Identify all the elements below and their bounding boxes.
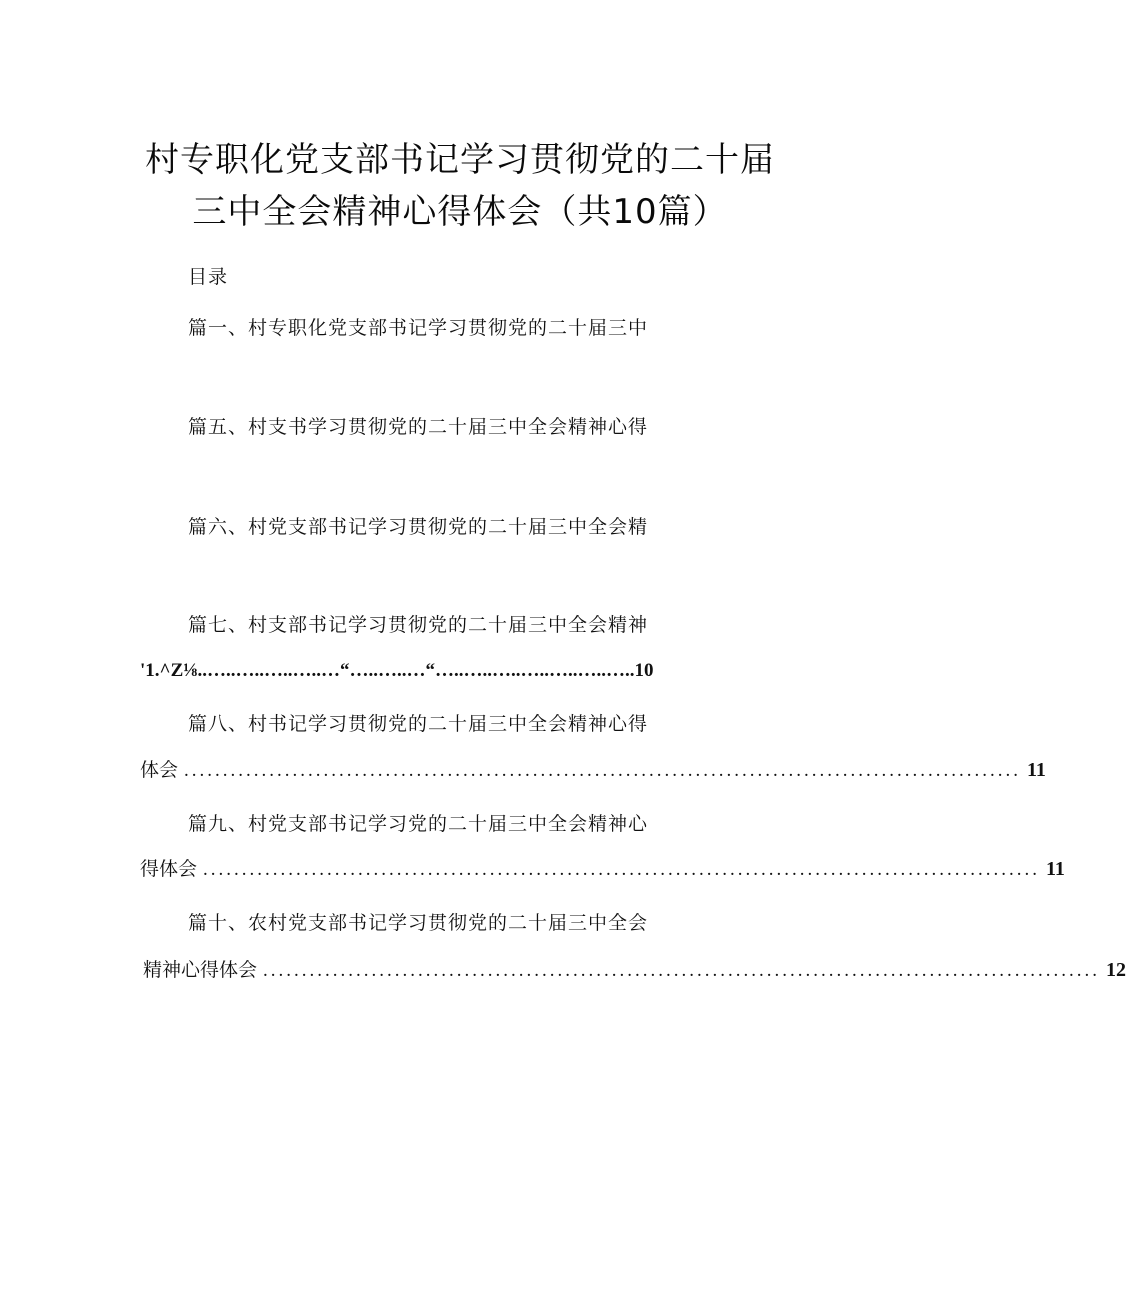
toc-item-10-page-number: 12 <box>1106 959 1126 981</box>
toc-item-9[interactable]: 篇九、村党支部书记学习党的二十届三中全会精神心 <box>188 813 649 835</box>
toc-item-9-page-number: 11 <box>1046 858 1065 880</box>
toc-heading: 目录 <box>188 266 229 288</box>
toc-item-8-leader[interactable] <box>140 756 1046 782</box>
toc-item-8-continuation: 体会 <box>140 759 179 781</box>
toc-item-9-leader[interactable] <box>140 855 1065 881</box>
document-title-line-2: 三中全会精神心得体会（共10篇） <box>192 192 728 232</box>
document-title-line-1: 村专职化党支部书记学习贯彻党的二十届 <box>145 140 775 180</box>
dot-leader: ............................................................................................................ <box>203 859 1041 880</box>
toc-item-1[interactable]: 篇一、村专职化党支部书记学习贯彻党的二十届三中 <box>188 317 649 339</box>
toc-item-8[interactable]: 篇八、村书记学习贯彻党的二十届三中全会精神心得 <box>188 713 649 735</box>
toc-item-10[interactable]: 篇十、农村党支部书记学习贯彻党的二十届三中全会 <box>188 912 649 934</box>
dot-leader: ............................................................................................................ <box>184 760 1022 781</box>
dot-leader: ............................................................................................................ <box>263 960 1101 981</box>
toc-item-7-leader-line: '1.^Z⅛..…..…..…..…..…“…..…..…“…..…..…..…..…..…..…..10 <box>140 660 654 681</box>
toc-item-9-continuation: 得体会 <box>140 858 198 880</box>
toc-item-5[interactable]: 篇五、村支书学习贯彻党的二十届三中全会精神心得 <box>188 416 649 438</box>
toc-item-10-continuation: 精神心得体会 <box>143 959 258 981</box>
toc-item-6[interactable]: 篇六、村党支部书记学习贯彻党的二十届三中全会精 <box>188 516 649 538</box>
toc-item-8-page-number: 11 <box>1027 759 1046 781</box>
toc-item-10-leader[interactable] <box>143 956 1126 982</box>
toc-item-7[interactable]: 篇七、村支部书记学习贯彻党的二十届三中全会精神 <box>188 614 649 636</box>
